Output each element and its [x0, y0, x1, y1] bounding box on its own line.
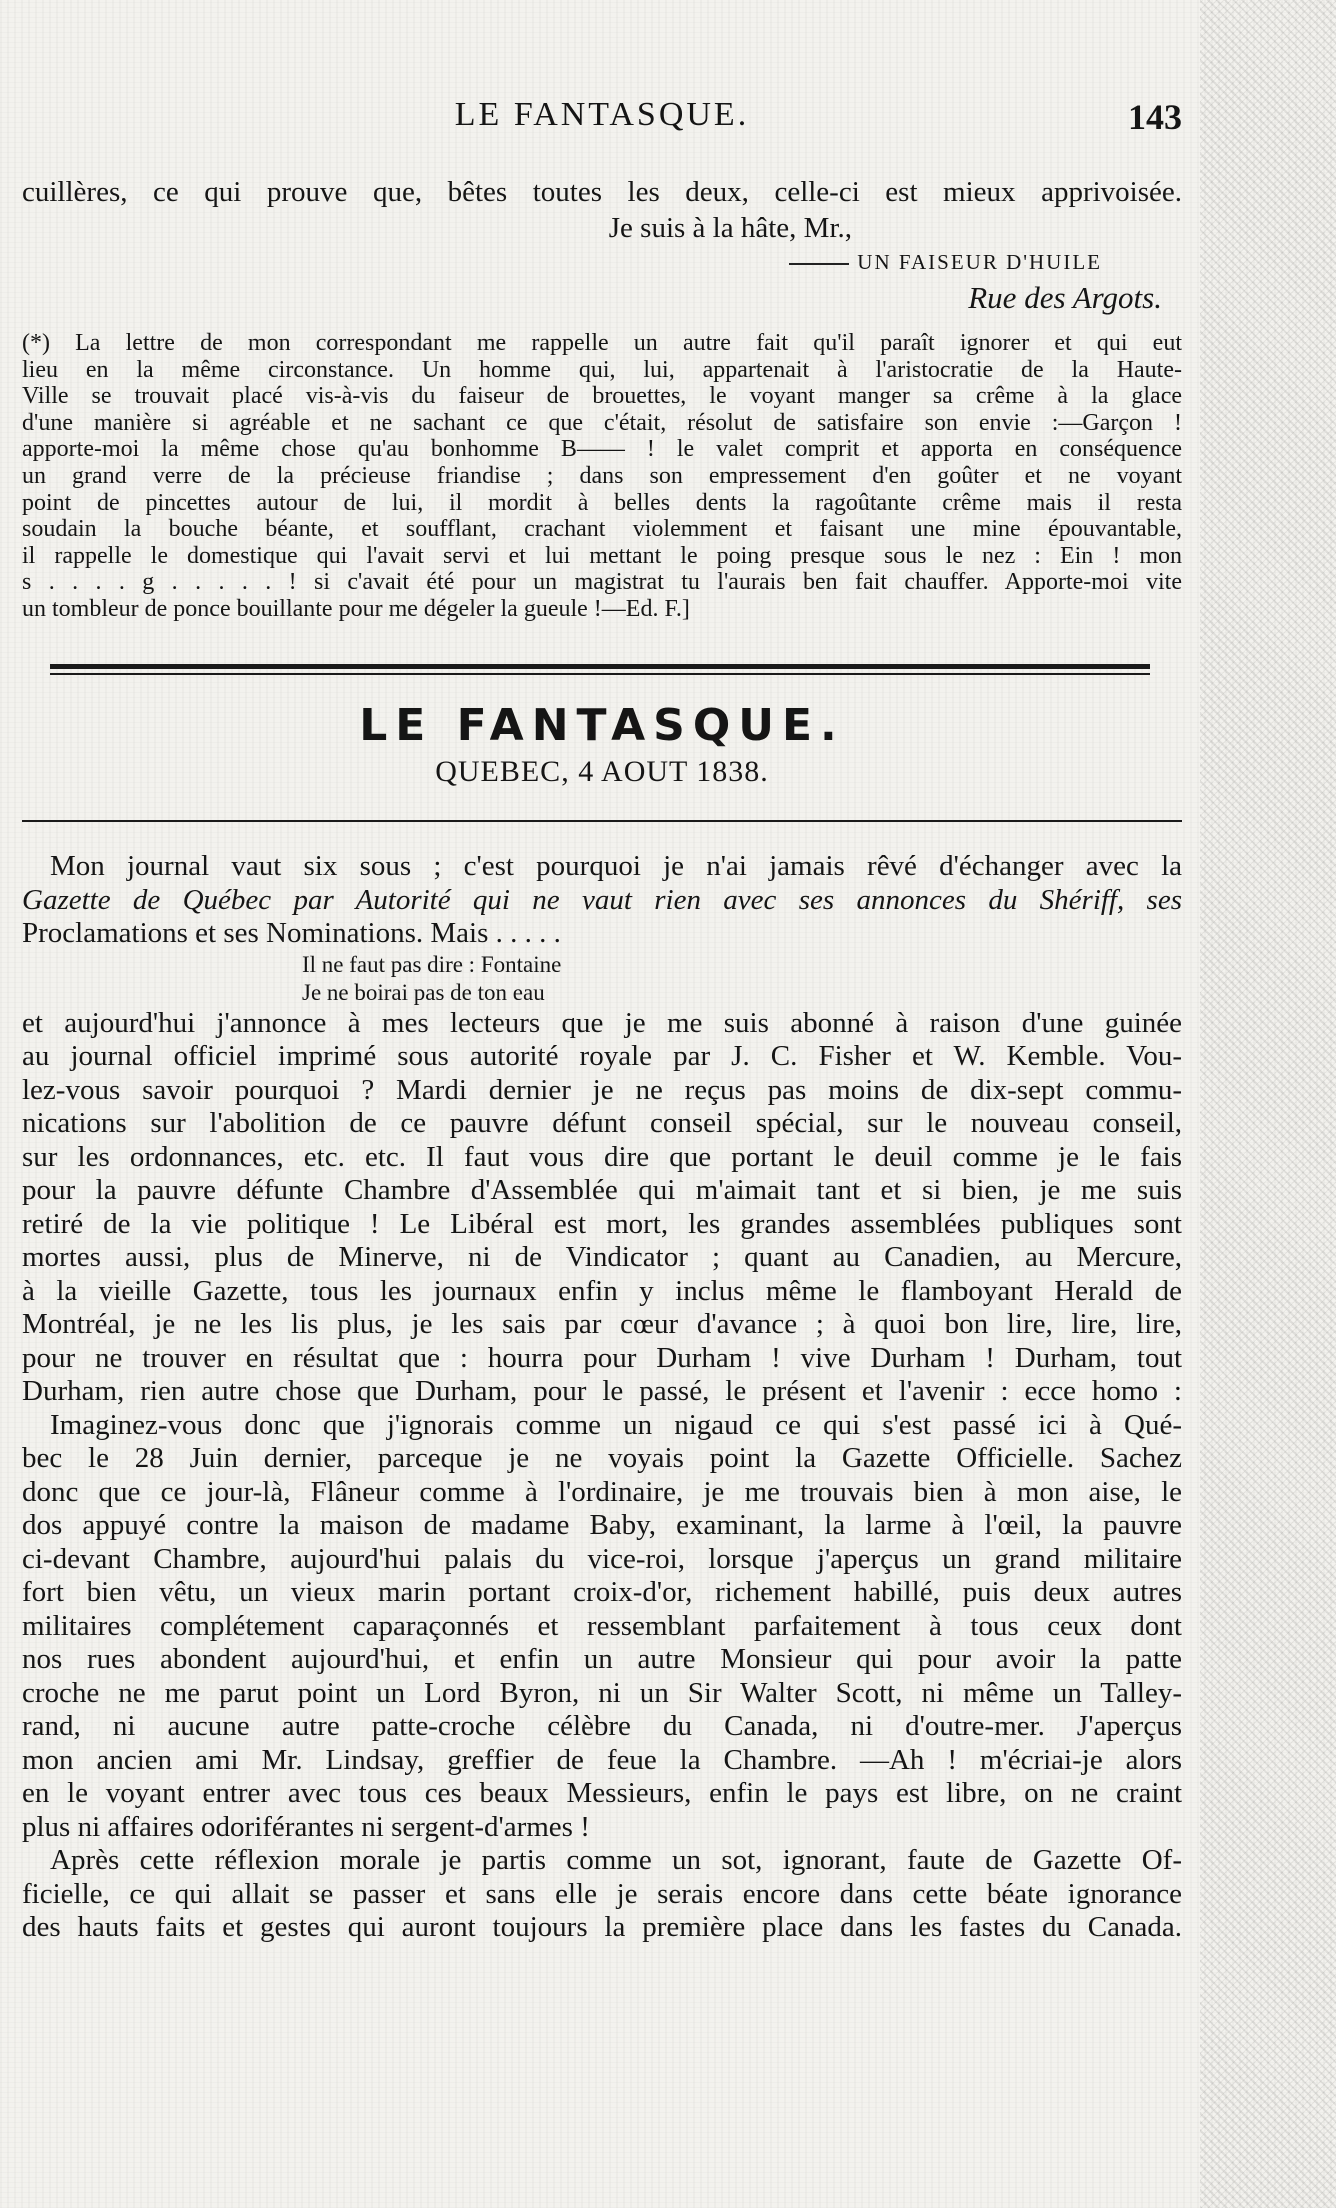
letter-line: cuillères, ce qui prouve que, bêtes toutes les deux, celle-ci est mieux apprivoisée.: [22, 176, 1182, 208]
signature-dash: [789, 263, 849, 265]
article-line: Proclamations et ses Nominations. Mais . . . . .: [22, 917, 561, 949]
article-line: Imaginez-vous donc que j'ignorais comme un nigaud ce qui s'est passé ici à Qué-: [50, 1408, 1182, 1441]
page-edge-noise: [1200, 0, 1336, 2208]
article-line: Montréal, je ne les lis plus, je les sais par cœur d'avance ; à quoi bon lire, lire, lire,: [22, 1308, 1182, 1340]
signature-text: UN FAISEUR D'HUILE: [857, 250, 1102, 274]
footnote-line: un tombleur de ponce bouillante pour me dégeler la gueule !—Ed. F.]: [22, 595, 690, 622]
footnote-line: d'une manière si agréable et ne sachant ce que c'était, résolut de satisfaire son envie :—Garçon !: [22, 409, 1182, 436]
section-double-rule: [50, 664, 1150, 675]
editor-footnote: [22, 330, 1182, 623]
article-line: croche ne me parut point un Lord Byron, ni un Sir Walter Scott, ni même un Talley-: [22, 1676, 1182, 1709]
article-line: mortes aussi, plus de Minerve, ni de Vindicator ; quant au Canadien, au Mercure,: [22, 1241, 1182, 1273]
article-line: Mon journal vaut six sous ; c'est pourquoi je n'ai jamais rêvé d'échanger avec la: [50, 850, 1182, 882]
article-body: [22, 850, 1182, 1945]
article-line: Durham, rien autre chose que Durham, pour le passé, le présent et l'avenir : ecce homo :: [22, 1375, 1182, 1407]
article-line: rand, ni aucune autre patte-croche célèbre du Canada, ni d'outre-mer. J'aperçus: [22, 1710, 1182, 1742]
footnote-line: s . . . . g . . . . . ! si c'avait été pour un magistrat tu l'aurais ben fait chauffer. Apporte-moi vite: [22, 569, 1182, 596]
article-line: ficielle, ce qui allait se passer et sans elle je serais encore dans cette béate ignorance: [22, 1877, 1182, 1910]
letter-first-line: [22, 176, 1182, 208]
masthead-dateline: QUEBEC, 4 AOUT 1838.: [435, 755, 769, 788]
footnote-line: apporte-moi la même chose qu'au bonhomme B—— ! le valet comprit et apporta en conséquence: [22, 436, 1182, 463]
letter-signature: [22, 250, 1182, 275]
footnote-line: (*) La lettre de mon correspondant me rappelle un autre fait qu'il paraît ignorer et qui eut: [22, 330, 1182, 356]
article-line: Après cette réflexion morale je partis comme un sot, ignorant, faute de Gazette Of-: [50, 1844, 1182, 1876]
masthead-title: LE FANTASQUE.: [359, 700, 845, 751]
quote-line: Je ne boirai pas de ton eau: [302, 979, 545, 1005]
masthead-rule: [22, 820, 1182, 822]
article-line: pour ne trouver en résultat que : hourra pour Durham ! vive Durham ! Durham, tout: [22, 1341, 1182, 1374]
footnote-line: Ville se trouvait placé vis-à-vis du faiseur de brouettes, le voyant manger sa crême à la glace: [22, 383, 1182, 410]
footnote-line: un grand verre de la précieuse friandise ; dans son empressement d'en goûter et ne voyant: [22, 462, 1182, 489]
article-line: nos rues abondent aujourd'hui, et enfin un autre Monsieur qui pour avoir la patte: [22, 1643, 1182, 1675]
letter-address: Rue des Argots.: [968, 280, 1162, 315]
footnote-line: point de pincettes autour de lui, il mordit à belles dents la ragoûtante crême mais il resta: [22, 489, 1182, 516]
article-line: à la vieille Gazette, tous les journaux enfin y inclus même le flamboyant Herald de: [22, 1274, 1182, 1307]
article-line: ci-devant Chambre, aujourd'hui palais du vice-roi, lorsque j'aperçus un grand militaire: [22, 1542, 1182, 1575]
article-line: militaires complétement caparaçonnés et ressemblant parfaitement à tous ceux dont: [22, 1609, 1182, 1642]
letter-closing: Je suis à la hâte, Mr.,: [608, 212, 852, 244]
running-title: LE FANTASQUE.: [454, 96, 750, 133]
running-header: [22, 96, 1182, 146]
article-line: lez-vous savoir pourquoi ? Mardi dernier je ne reçus pas moins de dix-sept commu-: [22, 1073, 1182, 1106]
article-line: au journal officiel imprimé sous autorité royale par J. C. Fisher et W. Kemble. Vou-: [22, 1040, 1182, 1072]
article-line: en le voyant entrer avec tous ces beaux Messieurs, enfin le pays est libre, on ne craint: [22, 1777, 1182, 1809]
quote-line: Il ne faut pas dire : Fontaine: [302, 951, 562, 977]
footnote-line: lieu en la même circonstance. Un homme qui, lui, appartenait à l'aristocratie de la Haute-: [22, 356, 1182, 383]
article-line: mon ancien ami Mr. Lindsay, greffier de feue la Chambre. —Ah ! m'écriai-je alors: [22, 1743, 1182, 1776]
article-line: plus ni affaires odoriférantes ni sergent-d'armes !: [22, 1810, 590, 1843]
article-line: retiré de la vie politique ! Le Libéral est mort, les grandes assemblées publiques sont: [22, 1207, 1182, 1240]
article-line: dos appuyé contre la maison de madame Baby, examinant, la larme à l'œil, la pauvre: [22, 1509, 1182, 1541]
article-line: donc que ce jour-là, Flâneur comme à l'ordinaire, je me trouvais bien à mon aise, le: [22, 1475, 1182, 1508]
article-line: fort bien vêtu, un vieux marin portant croix-d'or, richement habillé, puis deux autres: [22, 1576, 1182, 1608]
page-number: 143: [1128, 97, 1182, 137]
article-line: sur les ordonnances, etc. etc. Il faut vous dire que portant le deuil comme je le fais: [22, 1140, 1182, 1173]
article-line: bec le 28 Juin dernier, parceque je ne voyais point la Gazette Officielle. Sachez: [22, 1442, 1182, 1474]
article-line: Gazette de Québec par Autorité qui ne vaut rien avec ses annonces du Shériff, ses: [22, 883, 1182, 916]
footnote-line: soudain la bouche béante, et soufflant, crachant violemment et faisant une mine épouvantable,: [22, 516, 1182, 543]
article-line: et aujourd'hui j'annonce à mes lecteurs que je me suis abonné à raison d'une guinée: [22, 1006, 1182, 1039]
article-line: nications sur l'abolition de ce pauvre défunt conseil spécial, sur le nouveau conseil,: [22, 1107, 1182, 1139]
article-line: des hauts faits et gestes qui auront toujours la première place dans les fastes du Canada.: [22, 1911, 1182, 1943]
article-line: pour la pauvre défunte Chambre d'Assemblée qui m'aimait tant et si bien, je me suis: [22, 1174, 1182, 1206]
footnote-line: il rappelle le domestique qui l'avait servi et lui mettant le poing presque sous le nez : Ein ! mon: [22, 542, 1182, 569]
